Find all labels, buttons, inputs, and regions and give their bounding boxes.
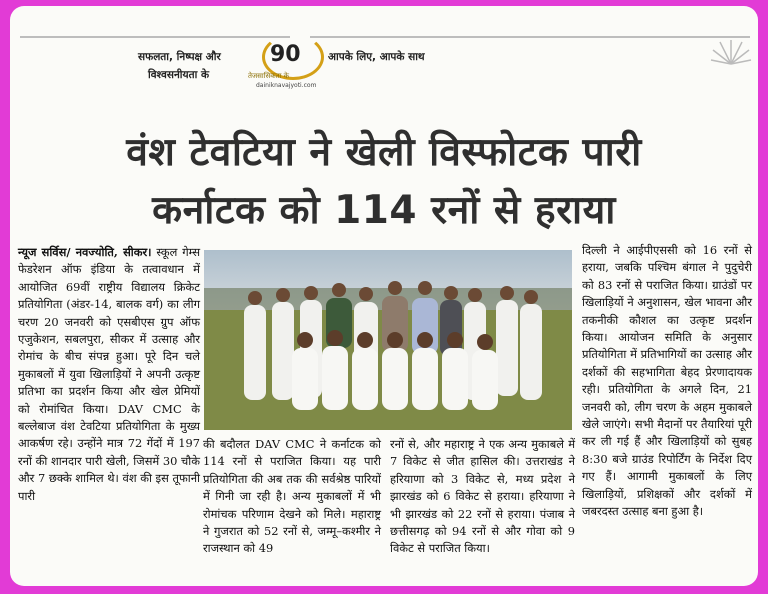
article-column-2b xyxy=(390,436,575,558)
masthead xyxy=(10,6,758,96)
newspaper-clipping xyxy=(10,6,758,586)
tagline-left-1: सफलता, निष्पक्ष और xyxy=(138,51,221,63)
article-column-2a xyxy=(203,436,381,558)
headline-line-2: कर्नाटक को 114 रनों से हराया xyxy=(152,188,616,233)
anniversary-badge xyxy=(242,32,338,90)
article-text-col2b: रनों से, और महाराष्ट्र ने एक अन्य मुकाबले में 7 विकेट से जीत हासिल की। उत्तराखंड ने हरियाणा को 3 विकेट से, मध्य प्रदेश ने झारखंड को 6 विकेट से हराया। हरियाणा ने भी झारखंड को 22 रनों से हराया। पंजाब ने छत्तीसगढ़ को 94 रनों से और गोवा को 9 विकेट से पराजित किया। xyxy=(390,437,575,556)
article-text-col2a: की बदौलत DAV CMC ने कर्नाटक को 114 रनों से पराजित किया। यह पारी प्रतियोगिता की अब तक की सर्वश्रेष्ठ पारियों में गिनी जा रही है। अन्य मुकाबलों में भी रोमांचक परिणाम देखने को मिले। महाराष्ट्र ने गुजरात को 52 रनों से, जम्मू–कश्मीर ने राजस्थान को 49 xyxy=(203,437,381,556)
badge-website: dainiknavajyoti.com xyxy=(256,82,317,89)
masthead-rule-right xyxy=(310,36,750,38)
article-column-1 xyxy=(18,244,200,505)
article-text-col1: स्कूल गेम्स फेडरेशन ऑफ इंडिया के तत्वावधान में आयोजित 69वीं राष्ट्रीय विद्यालय क्रिकेट प्रतियोगिता (अंडर-14, बालक वर्ग) का लीग चरण 20 जनवरी को एसबीएस ग्रुप ऑफ एजुकेशन, सबलपुरा, सीकर में उत्साह और रोमांच के बीच संपन्न हुआ। पूरे दिन चले मुकाबलों में युवा खिलाड़ियों ने अपनी उत्कृष्ट प्रतिभा का प्रदर्शन किया और खेल प्रेमियों को रोमांचित किया। DAV CMC के बल्लेबाज वंश टेवटिया प्रतियोगिता के मुख्य आकर्षण रहे। उन्होंने मात्र 72 गेंदों में 197 रनों की शानदार पारी खेली, जिसमें 30 चौके और 7 छक्के शामिल थे। वंश की इस तूफानी पारी xyxy=(18,245,201,503)
badge-number: 90 xyxy=(270,42,301,67)
badge-subtitle: तेजसासिकता के xyxy=(248,72,290,80)
headline-line-1: वंश टेवटिया ने खेली विस्फोटक पारी xyxy=(126,130,642,175)
byline: न्यूज सर्विस/ नवज्योति, सीकर। xyxy=(18,245,152,259)
tagline-right: आपके लिए, आपके साथ xyxy=(328,51,425,63)
sunburst-icon xyxy=(710,36,752,66)
tagline-left-2: विश्वसनीयता के xyxy=(148,69,210,81)
article-text-col3: दिल्ली ने आईपीएससी को 16 रनों से हराया, जबकि पश्चिम बंगाल ने पुदुचेरी को 83 रनों से पराजित किया। ग्राउंडों पर खिलाड़ियों ने अनुशासन, खेल भावना और तकनीकी कौशल का उत्कृष्ट प्रदर्शन किया। आयोजन समिति के अनुसार प्रतियोगिता में प्रतिभागियों का उत्साह और दर्शकों की सहभागिता बेहद प्रेरणादायक रही। प्रतियोगिता के अगले दिन, 21 जनवरी को, लीग चरण के अहम मुकाबले खेले जाएंगे। सभी मैदानों पर तैयारियां पूरी कर ली गई हैं और खिलाड़ियों को सुबह 8:30 बजे ग्राउंड रिपोर्टिंग के निर्देश दिए गए हैं। आगामी मुकाबलों के लिए खिलाड़ियों, प्रशिक्षकों और दर्शकों में जबरदस्त उत्साह बना हुआ है। xyxy=(582,243,752,519)
team-photo xyxy=(204,250,572,430)
team-photo-image xyxy=(204,250,572,430)
article-column-3 xyxy=(582,242,752,521)
